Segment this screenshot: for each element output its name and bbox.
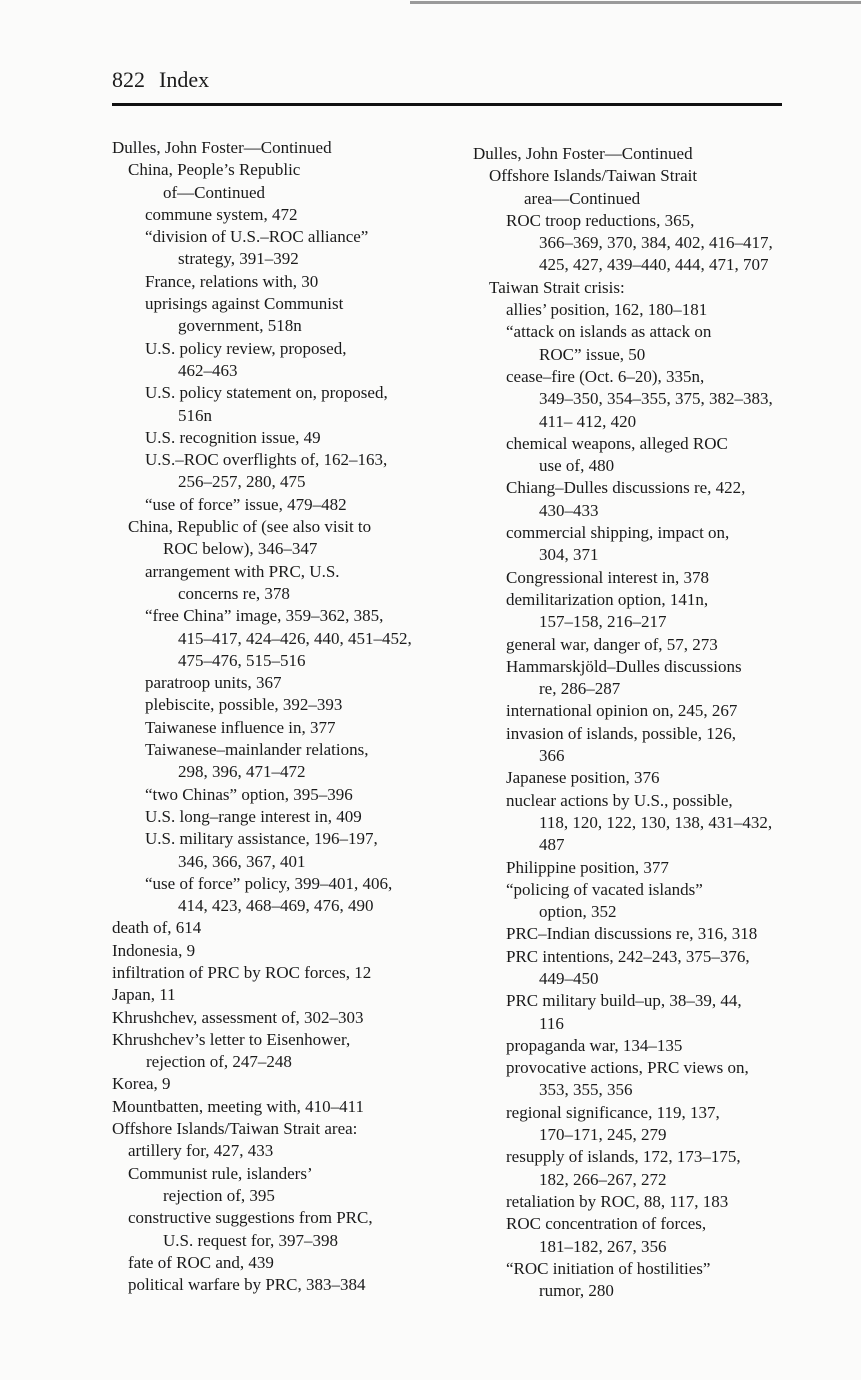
index-entry: “free China” image, 359–362, 385, bbox=[145, 606, 384, 626]
index-entry: Japanese position, 376 bbox=[506, 768, 660, 788]
index-entry: Communist rule, islanders’ bbox=[128, 1163, 313, 1183]
page-title: Index bbox=[159, 67, 210, 92]
index-entry: Dulles, John Foster—Continued bbox=[473, 144, 693, 163]
page-number: 822 bbox=[112, 67, 145, 92]
index-entry: 449–450 bbox=[539, 968, 599, 988]
index-entry: U.S. policy statement on, proposed, bbox=[145, 383, 388, 403]
index-entry: ROC” issue, 50 bbox=[539, 344, 646, 364]
index-entry: 304, 371 bbox=[539, 545, 599, 565]
index-entry: use of, 480 bbox=[539, 456, 615, 476]
index-entry: resupply of islands, 172, 173–175, bbox=[506, 1147, 741, 1167]
index-entry: artillery for, 427, 433 bbox=[128, 1141, 274, 1161]
index-entry: arrangement with PRC, U.S. bbox=[145, 561, 340, 581]
index-entry: 414, 423, 468–469, 476, 490 bbox=[178, 896, 374, 916]
index-entry: U.S. policy review, proposed, bbox=[145, 338, 347, 358]
index-entry: 425, 427, 439–440, 444, 471, 707 bbox=[539, 255, 769, 275]
index-entry: Dulles, John Foster—Continued bbox=[112, 138, 332, 157]
index-entry: 346, 366, 367, 401 bbox=[178, 851, 306, 871]
index-entry: propaganda war, 134–135 bbox=[506, 1035, 683, 1055]
index-entry: 516n bbox=[178, 405, 212, 425]
index-entry: “use of force” policy, 399–401, 406, bbox=[145, 873, 393, 893]
index-entry: allies’ position, 162, 180–181 bbox=[506, 300, 708, 320]
index-entry: U.S.–ROC overflights of, 162–163, bbox=[145, 450, 388, 470]
index-entry: demilitarization option, 141n, bbox=[506, 589, 709, 609]
index-entry: 182, 266–267, 272 bbox=[539, 1169, 667, 1189]
index-column-right bbox=[473, 143, 803, 1302]
index-entry: commune system, 472 bbox=[145, 204, 298, 224]
index-entry: Khrushchev, assessment of, 302–303 bbox=[112, 1007, 364, 1027]
index-entry: general war, danger of, 57, 273 bbox=[506, 634, 718, 654]
running-header bbox=[112, 66, 782, 94]
index-entry: Mountbatten, meeting with, 410–411 bbox=[112, 1096, 364, 1116]
index-entry: of—Continued bbox=[163, 182, 265, 202]
index-entry: U.S. military assistance, 196–197, bbox=[145, 829, 378, 849]
index-entry: ROC below), 346–347 bbox=[163, 539, 318, 559]
index-entry: “policing of vacated islands” bbox=[506, 879, 703, 899]
index-entry: provocative actions, PRC views on, bbox=[506, 1058, 749, 1078]
index-entry: chemical weapons, alleged ROC bbox=[506, 433, 728, 453]
index-entry: China, Republic of (see also visit to bbox=[128, 517, 372, 537]
index-entry: U.S. long–range interest in, 409 bbox=[145, 806, 362, 826]
index-entry: 116 bbox=[539, 1013, 564, 1033]
index-entry: “division of U.S.–ROC alliance” bbox=[145, 227, 369, 247]
index-entry: “attack on islands as attack on bbox=[506, 322, 712, 342]
index-entry: Korea, 9 bbox=[112, 1074, 171, 1094]
index-entry: Offshore Islands/Taiwan Strait bbox=[489, 166, 698, 186]
index-entry: 487 bbox=[539, 835, 565, 855]
index-entry: international opinion on, 245, 267 bbox=[506, 701, 738, 721]
index-entry: 181–182, 267, 356 bbox=[539, 1236, 667, 1256]
index-entry: commercial shipping, impact on, bbox=[506, 523, 730, 543]
index-entry: Japan, 11 bbox=[112, 985, 176, 1005]
index-entry: Hammarskjöld–Dulles discussions bbox=[506, 656, 742, 676]
index-entry: ROC concentration of forces, bbox=[506, 1214, 707, 1234]
index-entry: paratroop units, 367 bbox=[145, 673, 282, 693]
index-entry: 366–369, 370, 384, 402, 416–417, bbox=[539, 233, 773, 253]
index-entry: strategy, 391–392 bbox=[178, 249, 299, 269]
index-entry: 462–463 bbox=[178, 360, 238, 380]
index-entry: 353, 355, 356 bbox=[539, 1080, 633, 1100]
index-entry: 349–350, 354–355, 375, 382–383, bbox=[539, 389, 773, 409]
index-entry: cease–fire (Oct. 6–20), 335n, bbox=[506, 366, 705, 386]
index-entry: U.S. request for, 397–398 bbox=[163, 1230, 338, 1250]
index-entry: 411– 412, 420 bbox=[539, 411, 637, 431]
index-entry: Indonesia, 9 bbox=[112, 940, 196, 960]
index-entry: infiltration of PRC by ROC forces, 12 bbox=[112, 962, 372, 982]
index-entry: fate of ROC and, 439 bbox=[128, 1252, 274, 1272]
index-entry: China, People’s Republic bbox=[128, 160, 301, 180]
index-entry: 430–433 bbox=[539, 500, 599, 520]
index-entry: death of, 614 bbox=[112, 918, 202, 938]
index-entry: France, relations with, 30 bbox=[145, 271, 319, 291]
index-entry: 256–257, 280, 475 bbox=[178, 472, 306, 492]
index-entry: 298, 396, 471–472 bbox=[178, 762, 306, 782]
index-entry: Taiwanese–mainlander relations, bbox=[145, 740, 369, 760]
index-entry: rejection of, 395 bbox=[163, 1185, 275, 1205]
index-entry: “two Chinas” option, 395–396 bbox=[145, 784, 353, 804]
header-rule bbox=[112, 103, 782, 106]
index-entry: plebiscite, possible, 392–393 bbox=[145, 695, 343, 715]
index-entry: 157–158, 216–217 bbox=[539, 612, 667, 632]
index-entry: PRC military build–up, 38–39, 44, bbox=[506, 991, 742, 1011]
index-entry: area—Continued bbox=[524, 188, 641, 208]
index-entry: retaliation by ROC, 88, 117, 183 bbox=[506, 1191, 729, 1211]
index-entry: Congressional interest in, 378 bbox=[506, 567, 710, 587]
index-entry: nuclear actions by U.S., possible, bbox=[506, 790, 733, 810]
index-entry: invasion of islands, possible, 126, bbox=[506, 723, 736, 743]
index-entry: 118, 120, 122, 130, 138, 431–432, bbox=[539, 812, 773, 832]
index-entry: Offshore Islands/Taiwan Strait area: bbox=[112, 1119, 358, 1139]
index-entry: ROC troop reductions, 365, bbox=[506, 210, 695, 230]
scan-top-edge bbox=[410, 1, 861, 4]
index-entry: rumor, 280 bbox=[539, 1281, 614, 1301]
index-entry: “use of force” issue, 479–482 bbox=[145, 494, 347, 514]
index-entry: Taiwan Strait crisis: bbox=[489, 277, 625, 297]
index-entry: “ROC initiation of hostilities” bbox=[506, 1258, 711, 1278]
index-entry: 170–171, 245, 279 bbox=[539, 1125, 667, 1145]
index-entry: regional significance, 119, 137, bbox=[506, 1102, 720, 1122]
index-entry: Philippine position, 377 bbox=[506, 857, 669, 877]
index-entry: constructive suggestions from PRC, bbox=[128, 1208, 373, 1228]
index-entry: option, 352 bbox=[539, 902, 617, 922]
index-entry: political warfare by PRC, 383–384 bbox=[128, 1275, 366, 1295]
index-entry: U.S. recognition issue, 49 bbox=[145, 427, 321, 447]
index-entry: 475–476, 515–516 bbox=[178, 650, 306, 670]
index-column-left bbox=[112, 137, 452, 1296]
index-entry: uprisings against Communist bbox=[145, 294, 344, 314]
index-entry: re, 286–287 bbox=[539, 679, 621, 699]
index-entry: Khrushchev’s letter to Eisenhower, bbox=[112, 1029, 351, 1049]
index-entry: PRC–Indian discussions re, 316, 318 bbox=[506, 924, 758, 944]
index-entry: PRC intentions, 242–243, 375–376, bbox=[506, 946, 750, 966]
index-entry: Chiang–Dulles discussions re, 422, bbox=[506, 478, 746, 498]
index-entry: 415–417, 424–426, 440, 451–452, bbox=[178, 628, 412, 648]
index-entry: Taiwanese influence in, 377 bbox=[145, 717, 336, 737]
index-entry: concerns re, 378 bbox=[178, 583, 290, 603]
index-entry: 366 bbox=[539, 746, 565, 766]
index-entry: government, 518n bbox=[178, 316, 302, 336]
index-entry: rejection of, 247–248 bbox=[146, 1052, 292, 1072]
